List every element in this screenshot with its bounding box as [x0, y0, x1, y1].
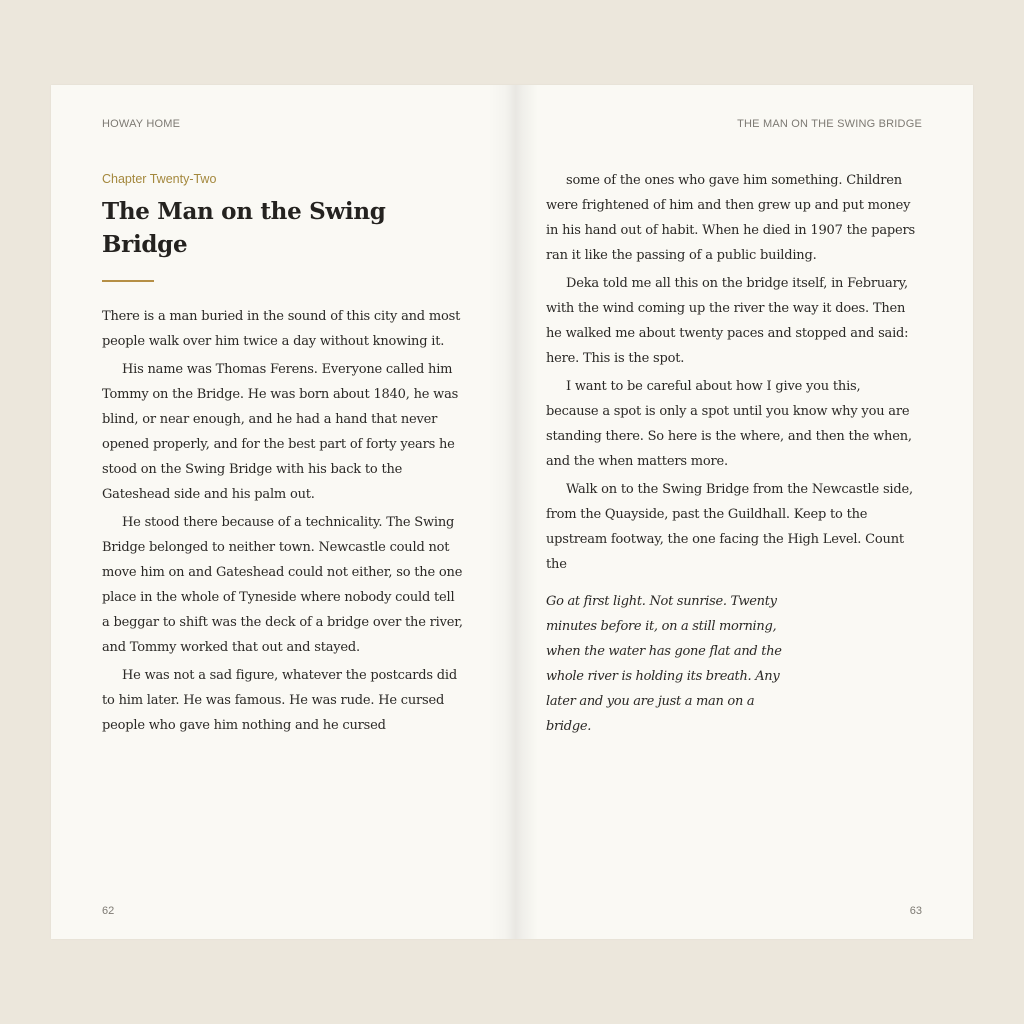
right-page	[512, 85, 973, 939]
paragraph: There is a man buried in the sound of this city and most people walk over him twice a day without knowing it.	[102, 309, 461, 349]
page-number-left: 62	[102, 905, 115, 917]
paragraph: Walk on to the Swing Bridge from the Newcastle side, from the Quayside, past the Guildhall. Keep to the upstream footway, the one facing the High Level. Count the	[546, 482, 913, 572]
italic-passage: Go at first light. Not sunrise. Twenty minutes before it, on a still morning, when the water has gone flat and the whole river is holding its breath. Any later and you are just a man on a bridge.	[546, 594, 782, 734]
paragraph: Deka told me all this on the bridge itself, in February, with the wind coming up the river the way it does. Then he walked me about twenty paces and stopped and said: here. This is the spot.	[546, 276, 909, 366]
running-head-book-title: HOWAY HOME	[102, 118, 181, 130]
page-number-right: 63	[909, 905, 922, 917]
paragraph: I want to be careful about how I give you this, because a spot is only a spot until you know why you are standing there. So here is the where, and then the when, and the when matters more.	[546, 379, 912, 469]
chapter-rule	[102, 280, 154, 282]
book-spread	[51, 85, 973, 939]
chapter-title: The Man on the Swing Bridge	[102, 198, 386, 258]
left-page	[51, 85, 512, 939]
paragraph: some of the ones who gave him something. Children were frightened of him and then grew up and put money in his hand out of habit. When he died in 1907 the papers ran it like the passing of a public building.	[546, 173, 915, 263]
paragraph: He stood there because of a technicality. The Swing Bridge belonged to neither town. Newcastle could not move him on and Gateshead could not either, so the one place in the whole of Tyneside where nobody could tell a beggar to shift was the deck of a bridge over the river, and Tommy worked that out and stayed.	[102, 515, 463, 655]
running-head-chapter-title: THE MAN ON THE SWING BRIDGE	[737, 118, 922, 130]
paragraph: He was not a sad figure, whatever the postcards did to him later. He was famous. He was rude. He cursed people who gave him nothing and he cursed	[102, 668, 457, 733]
chapter-label: Chapter Twenty-Two	[102, 172, 217, 186]
paragraph: His name was Thomas Ferens. Everyone called him Tommy on the Bridge. He was born about 1840, he was blind, or near enough, and he had a hand that never opened properly, and for the best part of forty years he stood on the Swing Bridge with his back to the Gateshead side and his palm out.	[102, 362, 459, 502]
right-body-text	[546, 168, 916, 580]
book-gutter-shadow	[488, 85, 538, 939]
left-body-text	[102, 304, 464, 741]
